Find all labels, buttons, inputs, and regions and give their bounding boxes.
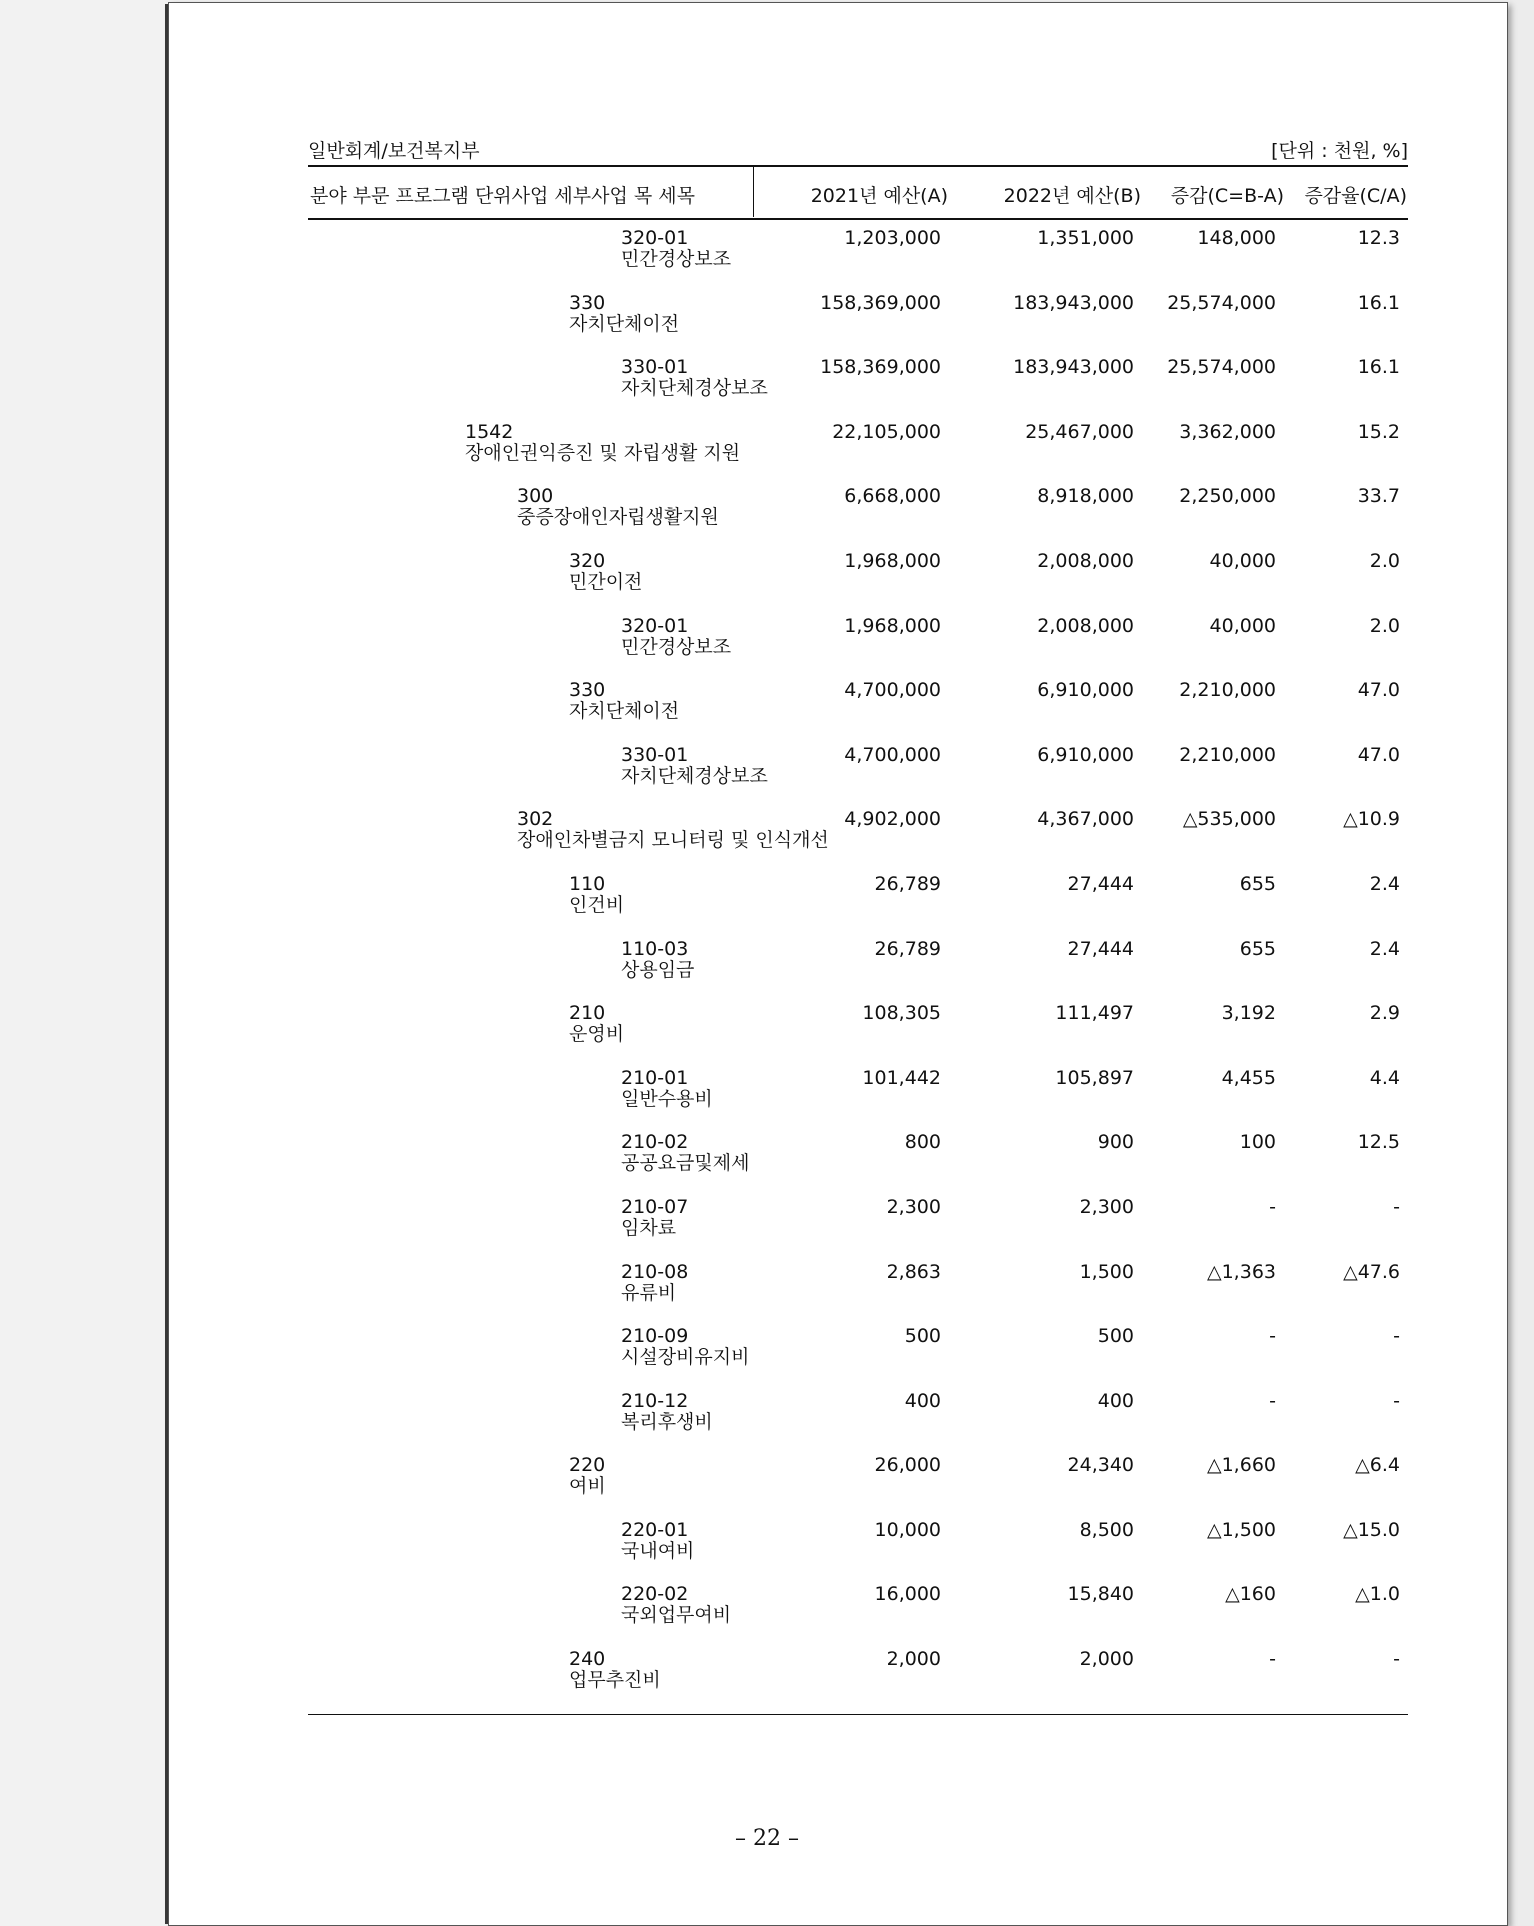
budget-2021-cell: 500 (904, 1325, 941, 1348)
rate-cell: 16.1 (1357, 291, 1400, 314)
budget-2021-cell: 108,305 (862, 1002, 941, 1025)
row-name: 시설장비유지비 (621, 1346, 750, 1369)
rate-cell: 2.0 (1369, 549, 1400, 572)
row-label (621, 745, 768, 787)
table-row (308, 809, 1408, 874)
rate-cell: 2.4 (1369, 872, 1400, 895)
column-rate: 증감율(C/A) (1304, 185, 1407, 207)
column-divider (753, 167, 754, 217)
budget-2022-cell: 1,351,000 (1037, 227, 1134, 249)
column-header (308, 167, 1408, 217)
row-name: 일반수용비 (621, 1087, 713, 1110)
row-code: 1542 (465, 420, 514, 443)
change-cell: 4,455 (1221, 1066, 1276, 1089)
budget-2022-cell: 2,300 (1079, 1195, 1134, 1218)
table-row (308, 551, 1408, 616)
change-cell: △1,660 (1206, 1454, 1276, 1477)
rate-cell: 47.0 (1357, 679, 1400, 702)
row-label (621, 1391, 713, 1433)
budget-2021-cell: 1,968,000 (844, 614, 941, 637)
rate-cell: 33.7 (1357, 485, 1400, 508)
row-code: 210-02 (621, 1131, 689, 1154)
rate-cell: 12.3 (1357, 227, 1400, 249)
change-cell: - (1269, 1325, 1276, 1348)
table-row (308, 939, 1408, 1004)
row-code: 210-07 (621, 1195, 689, 1218)
change-cell: 3,362,000 (1179, 420, 1276, 443)
change-cell: 25,574,000 (1167, 291, 1276, 314)
table-row (308, 745, 1408, 810)
row-name: 자치단체이전 (569, 700, 680, 723)
budget-2021-cell: 158,369,000 (820, 356, 941, 379)
budget-2022-cell: 183,943,000 (1013, 356, 1134, 379)
row-name: 중증장애인자립생활지원 (517, 506, 719, 529)
row-name: 공공요금및제세 (621, 1152, 750, 1175)
rate-cell: 16.1 (1357, 356, 1400, 379)
table-row (308, 1649, 1408, 1714)
change-cell: △1,363 (1206, 1260, 1276, 1283)
rate-cell: 47.0 (1357, 743, 1400, 766)
row-label (621, 1132, 749, 1174)
row-name: 국외업무여비 (621, 1604, 732, 1627)
budget-2021-cell: 26,789 (874, 872, 941, 895)
rate-cell: - (1393, 1195, 1400, 1218)
budget-2022-cell: 900 (1097, 1131, 1134, 1154)
budget-2022-cell: 27,444 (1067, 872, 1134, 895)
table-row (308, 1326, 1408, 1391)
table-row (308, 1455, 1408, 1520)
table-row (308, 1003, 1408, 1068)
row-name: 상용임금 (621, 958, 695, 981)
change-cell: 2,210,000 (1179, 743, 1276, 766)
row-name: 유류비 (621, 1281, 677, 1304)
row-label (621, 1197, 688, 1239)
budget-2021-cell: 158,369,000 (820, 291, 941, 314)
rate-cell: △15.0 (1343, 1518, 1400, 1541)
viewer-background (1510, 0, 1534, 1926)
row-code: 220-01 (621, 1518, 689, 1541)
table-row (308, 228, 1408, 293)
budget-2022-cell: 4,367,000 (1037, 808, 1134, 831)
table-row (308, 1132, 1408, 1197)
budget-2022-cell: 400 (1097, 1389, 1134, 1412)
rate-cell: △10.9 (1343, 808, 1400, 831)
row-label (569, 293, 679, 335)
row-label (621, 357, 768, 399)
budget-2021-cell: 4,902,000 (844, 808, 941, 831)
row-code: 110-03 (621, 937, 689, 960)
rate-cell: △1.0 (1355, 1583, 1400, 1606)
table-row (308, 486, 1408, 551)
budget-2022-cell: 6,910,000 (1037, 743, 1134, 766)
budget-2021-cell: 6,668,000 (844, 485, 941, 508)
budget-2022-cell: 1,500 (1079, 1260, 1134, 1283)
budget-2022-cell: 111,497 (1055, 1002, 1134, 1025)
change-cell: 40,000 (1209, 549, 1276, 572)
table-header-bar (308, 136, 1408, 162)
rate-cell: 2.9 (1369, 1002, 1400, 1025)
table-row (308, 1262, 1408, 1327)
row-code: 110 (569, 872, 606, 895)
rate-cell: 2.0 (1369, 614, 1400, 637)
row-name: 민간경상보조 (621, 248, 732, 270)
row-label (621, 1326, 749, 1368)
rate-cell: 4.4 (1369, 1066, 1400, 1089)
budget-2021-cell: 1,203,000 (844, 227, 941, 249)
row-code: 210-01 (621, 1066, 689, 1089)
budget-2022-cell: 8,500 (1079, 1518, 1134, 1541)
change-cell: 148,000 (1197, 227, 1276, 249)
row-code: 240 (569, 1648, 606, 1671)
change-cell: 25,574,000 (1167, 356, 1276, 379)
unit-label: [단위 : 천원, %] (1271, 140, 1408, 162)
change-cell: 655 (1239, 937, 1276, 960)
budget-table-body (308, 228, 1408, 1714)
rate-cell: △6.4 (1355, 1454, 1400, 1477)
row-name: 여비 (569, 1475, 606, 1498)
table-row (308, 357, 1408, 422)
table-row (308, 1068, 1408, 1133)
account-title: 일반회계/보건복지부 (308, 140, 480, 162)
row-code: 210 (569, 1002, 606, 1025)
budget-2022-cell: 24,340 (1067, 1454, 1134, 1477)
row-label (569, 874, 624, 916)
row-name: 장애인차별금지 모니터링 및 인식개선 (517, 829, 829, 852)
table-row (308, 293, 1408, 358)
column-budget-2021: 2021년 예산(A) (810, 185, 948, 207)
row-code: 210-12 (621, 1389, 689, 1412)
budget-2021-cell: 101,442 (862, 1066, 941, 1089)
rate-cell: 2.4 (1369, 937, 1400, 960)
budget-2021-cell: 2,863 (886, 1260, 941, 1283)
change-cell: △535,000 (1182, 808, 1276, 831)
table-row (308, 680, 1408, 745)
rate-cell: - (1393, 1648, 1400, 1671)
row-name: 업무추진비 (569, 1669, 661, 1692)
table-row (308, 1520, 1408, 1585)
change-cell: - (1269, 1195, 1276, 1218)
row-label (621, 1068, 713, 1110)
row-label (621, 1584, 731, 1626)
row-label (517, 486, 719, 528)
change-cell: 3,192 (1221, 1002, 1276, 1025)
row-name: 민간이전 (569, 570, 643, 593)
change-cell: - (1269, 1648, 1276, 1671)
budget-2021-cell: 2,000 (886, 1648, 941, 1671)
budget-2021-cell: 22,105,000 (832, 420, 941, 443)
row-label (569, 1455, 606, 1497)
budget-2021-cell: 4,700,000 (844, 679, 941, 702)
table-row (308, 1584, 1408, 1649)
row-name: 인건비 (569, 893, 625, 916)
row-name: 자치단체경상보조 (621, 764, 768, 787)
budget-2022-cell: 25,467,000 (1025, 420, 1134, 443)
row-label (517, 809, 829, 851)
row-code: 220 (569, 1454, 606, 1477)
budget-2022-cell: 2,008,000 (1037, 549, 1134, 572)
row-label (569, 1649, 661, 1691)
change-cell: 655 (1239, 872, 1276, 895)
change-cell: △160 (1225, 1583, 1276, 1606)
budget-2022-cell: 105,897 (1055, 1066, 1134, 1089)
row-code: 210-08 (621, 1260, 689, 1283)
row-name: 자치단체이전 (569, 312, 680, 335)
change-cell: 2,210,000 (1179, 679, 1276, 702)
row-code: 330-01 (621, 743, 689, 766)
budget-2021-cell: 400 (904, 1389, 941, 1412)
row-label (621, 939, 694, 981)
budget-2021-cell: 10,000 (874, 1518, 941, 1541)
row-label (621, 1520, 694, 1562)
change-cell: 40,000 (1209, 614, 1276, 637)
row-name: 자치단체경상보조 (621, 377, 768, 400)
change-cell: - (1269, 1389, 1276, 1412)
table-row (308, 422, 1408, 487)
row-code: 320-01 (621, 227, 689, 249)
table-row (308, 616, 1408, 681)
row-code: 330 (569, 679, 606, 702)
change-cell: 2,250,000 (1179, 485, 1276, 508)
row-label (465, 422, 740, 464)
rate-cell: - (1393, 1325, 1400, 1348)
row-code: 300 (517, 485, 554, 508)
row-label (569, 551, 642, 593)
table-row (308, 1391, 1408, 1456)
budget-2021-cell: 26,789 (874, 937, 941, 960)
row-label (621, 616, 731, 658)
column-category: 분야 부문 프로그램 단위사업 세부사업 목 세목 (310, 185, 695, 207)
table-row (308, 1197, 1408, 1262)
row-name: 장애인권익증진 및 자립생활 지원 (465, 441, 741, 464)
row-label (621, 228, 731, 270)
budget-2022-cell: 183,943,000 (1013, 291, 1134, 314)
rate-cell: △47.6 (1343, 1260, 1400, 1283)
budget-2021-cell: 2,300 (886, 1195, 941, 1218)
budget-2022-cell: 2,000 (1079, 1648, 1134, 1671)
row-label (621, 1262, 688, 1304)
row-name: 운영비 (569, 1023, 625, 1046)
rate-cell: - (1393, 1389, 1400, 1412)
change-cell: △1,500 (1206, 1518, 1276, 1541)
document-page (168, 2, 1508, 1926)
budget-2022-cell: 2,008,000 (1037, 614, 1134, 637)
budget-2021-cell: 800 (904, 1131, 941, 1154)
budget-2022-cell: 6,910,000 (1037, 679, 1134, 702)
budget-2022-cell: 27,444 (1067, 937, 1134, 960)
row-name: 복리후생비 (621, 1410, 713, 1433)
row-label (569, 680, 679, 722)
table-row (308, 874, 1408, 939)
column-change: 증감(C=B-A) (1170, 185, 1284, 207)
budget-2021-cell: 26,000 (874, 1454, 941, 1477)
rate-cell: 12.5 (1357, 1131, 1400, 1154)
row-code: 320-01 (621, 614, 689, 637)
budget-2021-cell: 16,000 (874, 1583, 941, 1606)
row-code: 330-01 (621, 356, 689, 379)
budget-2021-cell: 4,700,000 (844, 743, 941, 766)
budget-2021-cell: 1,968,000 (844, 549, 941, 572)
row-label (569, 1003, 624, 1045)
row-code: 330 (569, 291, 606, 314)
row-name: 국내여비 (621, 1539, 695, 1562)
row-code: 220-02 (621, 1583, 689, 1606)
column-budget-2022: 2022년 예산(B) (1003, 185, 1141, 207)
budget-2022-cell: 8,918,000 (1037, 485, 1134, 508)
row-code: 320 (569, 549, 606, 572)
change-cell: 100 (1239, 1131, 1276, 1154)
rate-cell: 15.2 (1357, 420, 1400, 443)
row-code: 210-09 (621, 1325, 689, 1348)
row-name: 임차료 (621, 1216, 677, 1239)
row-code: 302 (517, 808, 554, 831)
row-name: 민간경상보조 (621, 635, 732, 658)
page-number: – 22 – (735, 1826, 799, 1851)
budget-2022-cell: 15,840 (1067, 1583, 1134, 1606)
budget-2022-cell: 500 (1097, 1325, 1134, 1348)
header-rule (308, 218, 1408, 220)
bottom-rule (308, 1714, 1408, 1715)
